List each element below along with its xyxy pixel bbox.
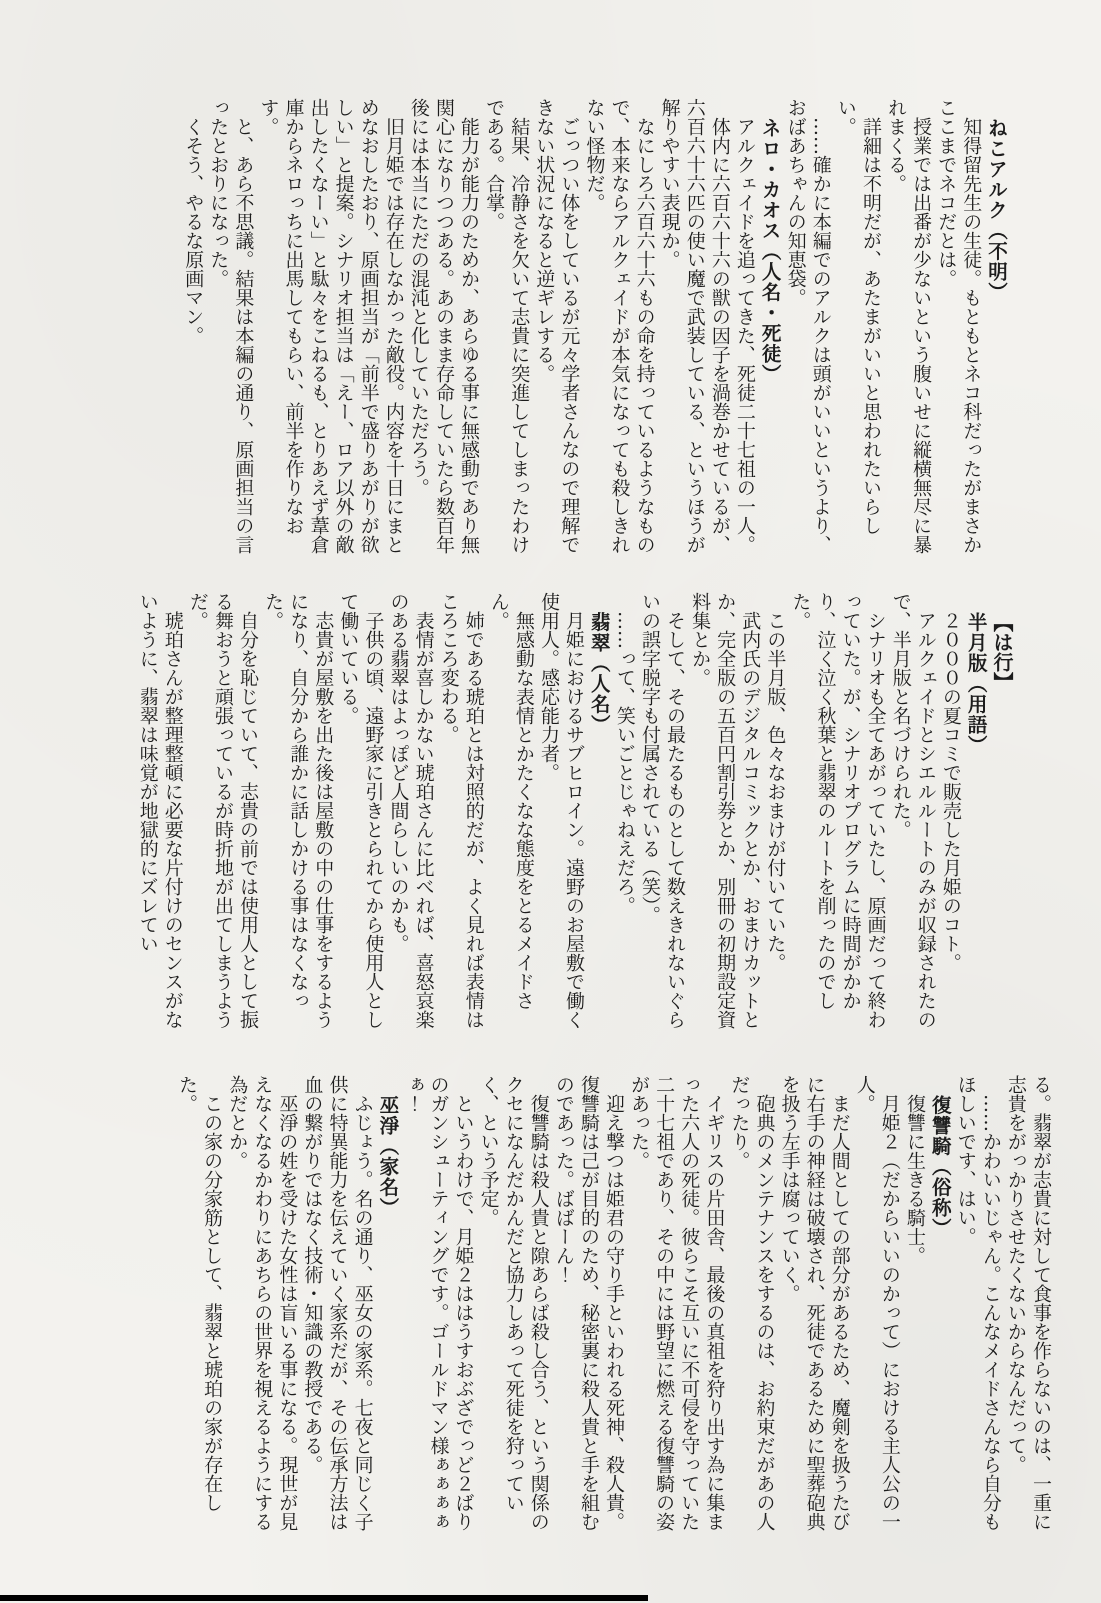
paragraph: る。翡翠が志貴に対して食事を作らないのは、一重に志貴をがっかりさせたくないからなんだって。 [1004,1075,1052,1531]
paragraph: ふじょう。名の通り、巫女の家系。七夜と同じく子供に特異能力を伝えていく家系だが、その伝承方法は血の繋がりではなく技術・知識の教授である。 [301,1075,374,1531]
paragraph: 志貴が屋敷を出た後は屋敷の中の仕事をするようになり、自分から誰かに話しかける事はなくなった。 [262,592,335,1029]
paragraph: ……って、笑いごとじゃねえだろ。 [613,611,636,915]
paragraph: 姉である琥珀とは対照的だが、よく見れば表情はころころ変わる。 [437,592,485,1029]
glossary-band-bottom [174,1075,1053,1545]
paragraph: 無感動な表情とかたくなな態度をとるメイドさん。 [487,592,535,1010]
entry-title: ネロ・カオス（人名・死徒） [758,117,782,384]
paragraph: 砲典のメンテナンスをするのは、お約束だがあの人だったり。 [728,1075,776,1531]
paragraph: この半月版、色々なおまけが付いていた。 [764,611,787,972]
bottom-edge-bar [0,1595,648,1601]
entry-neko-arc [783,98,1009,558]
paragraph: なにしろ六百六十六もの命を持っているようなもので、本来ならアルクェイドが本気になっても殺しきれない怪物だ。 [583,98,656,554]
paragraph: 知得留先生の生徒。もともとネコ科だったがまさかここまでネコだとは。 [935,98,983,554]
paragraph: まだ人間としての部分があるため、魔剣を扱うたびに右手の神経は破壊され、死徒であるために聖葬砲典を扱う左手は腐っていく。 [778,1075,851,1531]
entry-fujou [174,1075,400,1545]
paragraph: 体内に六百六十六の獣の因子を渦巻かせているが、六百六十六匹の使い魔で武装している、というほうが解りやすい表現か。 [658,98,731,554]
paragraph: 月姫におけるサブヒロイン。遠野のお屋敷で働く使用人。感応能力者。 [537,592,586,1029]
paragraph: ……確かに本編でのアルクは頭がいいというより、おばあちゃんの知恵袋。 [784,98,832,554]
entry-title: 半月版（用語） [964,611,988,755]
paragraph: イギリスの片田舎、最後の真祖を狩り出す為に集まった六人の死徒。彼らこそ互いに不可侵を守っていた二十七祖であり、その中には野望に燃える復讐騎の姿があった。 [628,1075,726,1531]
glossary-band-top [180,98,1009,558]
paragraph: 武内氏のデジタルコミックとか、おまけカットとか、完全版の五百円割引券とか、別冊の初期設定資料集とか。 [689,592,762,1029]
entry-fukushuuki [400,1075,952,1545]
glossary-band-middle [135,592,1015,1044]
paragraph: ごっつい体をしているが元々学者さんなので理解できない状況になると逆ギレする。 [533,98,581,554]
paragraph: 巫淨の姓を受けた女性は盲いる事になる。現世が見えなくなるかわりにあちらの世界を視えるようにする為だとか。 [226,1075,299,1531]
entry-hangetsuban [612,592,989,1044]
paragraph: アルクェイドとシエルルートのみが収録されたので、半月版と名づけられた。 [889,592,937,1029]
paragraph: アルクェイドを追ってきた、死徒二十七祖の一人。 [733,117,756,554]
section-heading-ha-row: 【は行】 [990,612,1014,692]
paragraph: 復讐騎は殺人貴と隙あらば殺し合う、という関係のクセになんだかんだと協力しあって死徒を狩っていく、という予定。 [477,1075,550,1531]
entry-hisui [135,592,612,1044]
paragraph: そして、その最たるものとして数えきれないぐらいの誤字脱字も付属されている（笑）。 [638,592,687,1029]
paragraph: くそう、やるな原画マン。 [182,117,205,345]
paragraph: 結果、冷静さを欠いて志貴に突進してしまったわけである。合掌。 [483,98,531,554]
entry-hisui-continuation [953,1075,1053,1545]
paragraph: この家の分家筋として、翡翠と琥珀の家が存在した。 [176,1075,224,1512]
paragraph: ……かわいいじゃん。こんなメイドさんなら自分もほしいです、はい。 [954,1075,1002,1531]
paragraph: 琥珀さんが整理整頓に必要な片付けのセンスがないように、翡翠は味覚が地獄的にズレてい [136,592,184,1029]
paragraph: 自分を恥じていて、志貴の前では使用人として振る舞おうと頑張っているが時折地が出てしまうようだ。 [186,592,260,1029]
paragraph: 旧月姫では存在しなかった敵役。内容を十日にまとめなおしたおり、原画担当が「前半で盛りあがりが欲しい」と提案。シナリオ担当は「えー、ロア以外の敵出したくなーい」と駄々をこねるも、とりあえず葦倉庫からネロっちに出馬してもらい、前半を作りなおす。 [257,98,405,554]
paragraph: 迎え撃つは姫君の守り手といわれる死神、殺人貴。復讐騎は己が目的のため、秘密裏に殺人貴と手を組むのであった。ばばーん！ [552,1075,626,1531]
paragraph: 子供の頃、遠野家に引きとられてから使用人として働いている。 [337,592,385,1029]
paragraph: ２０００の夏コミで販売した月姫のコト。 [939,611,962,972]
paragraph: 詳細は不明だが、あたまがいいと思われたいらしい。 [834,98,882,535]
paragraph: 表情が喜しかない琥珀さんに比べれば、喜怒哀楽のある翡翠はよっぽど人間らしいのかも。 [387,592,435,1029]
entry-title: 巫淨（家名） [376,1094,400,1218]
entry-title: 翡翠（人名） [587,611,611,735]
paragraph: 復讐に生きる騎士。 [903,1094,926,1265]
paragraph: 月姫２（だからいいのかって）における主人公の一人。 [853,1075,901,1531]
paragraph: と、あら不思議。結果は本編の通り、原画担当の言ったとおりになった。 [207,98,255,554]
paragraph: というわけで、月姫２ははうすおぶざでっど２ばりのガンシューティングです。ゴールドマン様ぁぁぁぁぁ！ [402,1075,475,1531]
paragraph: シナリオも全てあがっていたし、原画だって終わっていた。が、シナリオプログラムに時間がかかり、泣く泣く秋葉と翡翠のルートを削ったのでした。 [789,592,887,1029]
entry-title: 復讐騎（俗称） [928,1094,952,1238]
entry-nero-chaos [180,98,783,558]
paragraph: 能力が能力のためか、あらゆる事に無感動であり無関心になりつつある。あのまま存命していたら数百年後には本当にただの混沌と化していただろう。 [407,98,481,554]
entry-title: ねこアルク（不明） [985,117,1008,302]
paragraph: 授業では出番が少ないという腹いせに縦横無尽に暴れまくる。 [885,98,933,554]
